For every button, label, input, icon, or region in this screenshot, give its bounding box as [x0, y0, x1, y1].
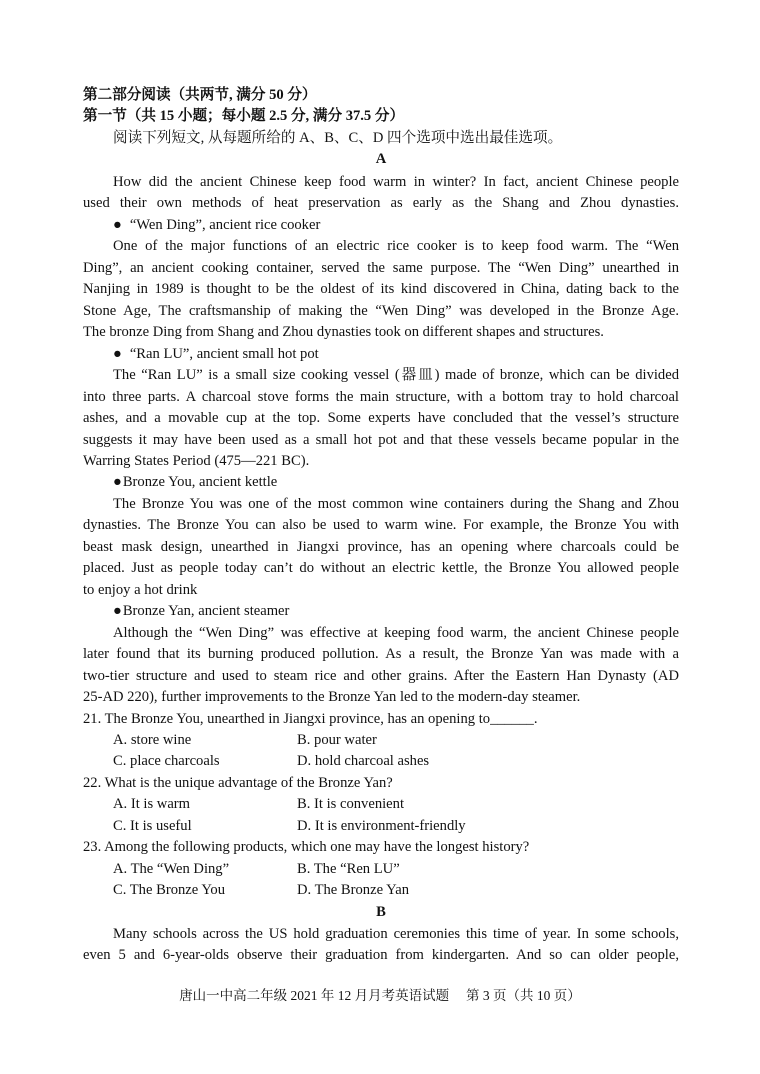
passage-line: The “Ran LU” is a small size cooking vessel (器皿) made of bronze, which can be divided [113, 367, 679, 383]
bullet-heading-bronze-you: ● Bronze You, ancient kettle [113, 472, 679, 493]
passage-line: suggests it may have been used as a small hot pot and that these vessels became popular in the [83, 432, 679, 448]
bullet-heading-wen-ding: ● “Wen Ding”, ancient rice cooker [113, 215, 679, 236]
part-title: 第二部分阅读（共两节, 满分 50 分） [83, 87, 317, 103]
option-b: B. pour water [297, 732, 377, 748]
option-a: A. store wine [113, 732, 192, 748]
passage-line: The Bronze You was one of the most common wine containers during the Shang and Zhou [113, 496, 679, 512]
question-stem: 22. What is the unique advantage of the Bronze Yan? [83, 775, 393, 791]
passage-a-label: A [375, 151, 387, 167]
passage-line: The bronze Ding from Shang and Zhou dynasties took on different shapes and structures. [83, 324, 604, 340]
option-c: C. The Bronze You [113, 882, 226, 898]
option-d: D. hold charcoal ashes [297, 753, 430, 769]
option-row [113, 880, 679, 901]
passage-line: 25-AD 220), further improvements to the Bronze Yan led to the modern-day steamer. [83, 689, 581, 705]
option-row [113, 859, 679, 880]
passage-line: two-tier structure and used to steam rice and other grains. After the Eastern Han Dynasty (AD [83, 668, 679, 684]
passage-line: Although the “Wen Ding” was effective at keeping food warm, the ancient Chinese people [113, 625, 679, 641]
bullet-heading-ran-lu: ● “Ran LU”, ancient small hot pot [113, 344, 679, 365]
passage-line: even 5 and 6-year-olds observe their graduation from kindergarten. And so can older people, [83, 947, 679, 963]
question-stem: 23. Among the following products, which one may have the longest history? [83, 839, 530, 855]
passage-line: ashes, and a movable cup at the top. Some experts have concluded that the vessel’s structure [83, 410, 679, 426]
passage-line: Stone Age, The craftsmanship of making the “Wen Ding” was developed in the Bronze Age. [83, 303, 679, 319]
page-footer: 唐山一中高二年级 2021 年 12 月月考英语试题 第 3 页（共 10 页） [179, 988, 581, 1003]
passage-line: One of the major functions of an electric rice cooker is to keep food warm. The “Wen [113, 238, 679, 254]
option-b: B. It is convenient [297, 796, 405, 812]
option-c: C. place charcoals [113, 753, 220, 769]
passage-line: beast mask design, unearthed in Jiangxi province, has an opening where charcoals could be [83, 539, 679, 555]
option-row [113, 730, 679, 751]
passage-line: placed. Just as people today can’t do without an electric kettle, the Bronze You allowed people [83, 560, 679, 576]
option-a: A. The “Wen Ding” [113, 861, 230, 877]
option-d: D. The Bronze Yan [297, 882, 410, 898]
option-row [113, 751, 679, 772]
passage-line: used their own methods of heat preservation as early as the Shang and Zhou dynasties. [83, 195, 679, 211]
passage-line: later found that its burning produced pollution. As a result, the Bronze Yan was made with a [83, 646, 679, 662]
passage-line: Many schools across the US hold graduation ceremonies this time of year. In some schools, [113, 926, 679, 942]
option-a: A. It is warm [113, 796, 191, 812]
bullet-heading-bronze-yan: ● Bronze Yan, ancient steamer [113, 601, 679, 622]
passage-line: dynasties. The Bronze You can also be used to warm wine. For example, the Bronze You with [83, 517, 679, 533]
option-c: C. It is useful [113, 818, 192, 834]
passage-line: to enjoy a hot drink [83, 582, 198, 598]
passage-line: Ding”, an ancient cooking container, served the same purpose. The “Wen Ding” unearthed in [83, 260, 679, 276]
passage-line: How did the ancient Chinese keep food warm in winter? In fact, ancient Chinese people [113, 174, 679, 190]
option-b: B. The “Ren LU” [297, 861, 400, 877]
passage-b-label: B [376, 904, 386, 920]
instruction: 阅读下列短文, 从每题所给的 A、B、C、D 四个选项中选出最佳选项。 [113, 130, 563, 146]
passage-line: Nanjing in 1989 is thought to be the oldest of its kind discovered in China, dating back to the [83, 281, 679, 297]
passage-line: into three parts. A charcoal stove forms the main structure, with a bottom tray to hold charcoal [83, 389, 679, 405]
option-d: D. It is environment-friendly [297, 818, 466, 834]
section-title: 第一节（共 15 小题；每小题 2.5 分, 满分 37.5 分） [83, 108, 405, 124]
question-stem: 21. The Bronze You, unearthed in Jiangxi province, has an opening to______. [83, 711, 538, 727]
option-row [113, 794, 679, 815]
passage-line: Warring States Period (475—221 BC). [83, 453, 310, 469]
option-row [113, 816, 679, 837]
